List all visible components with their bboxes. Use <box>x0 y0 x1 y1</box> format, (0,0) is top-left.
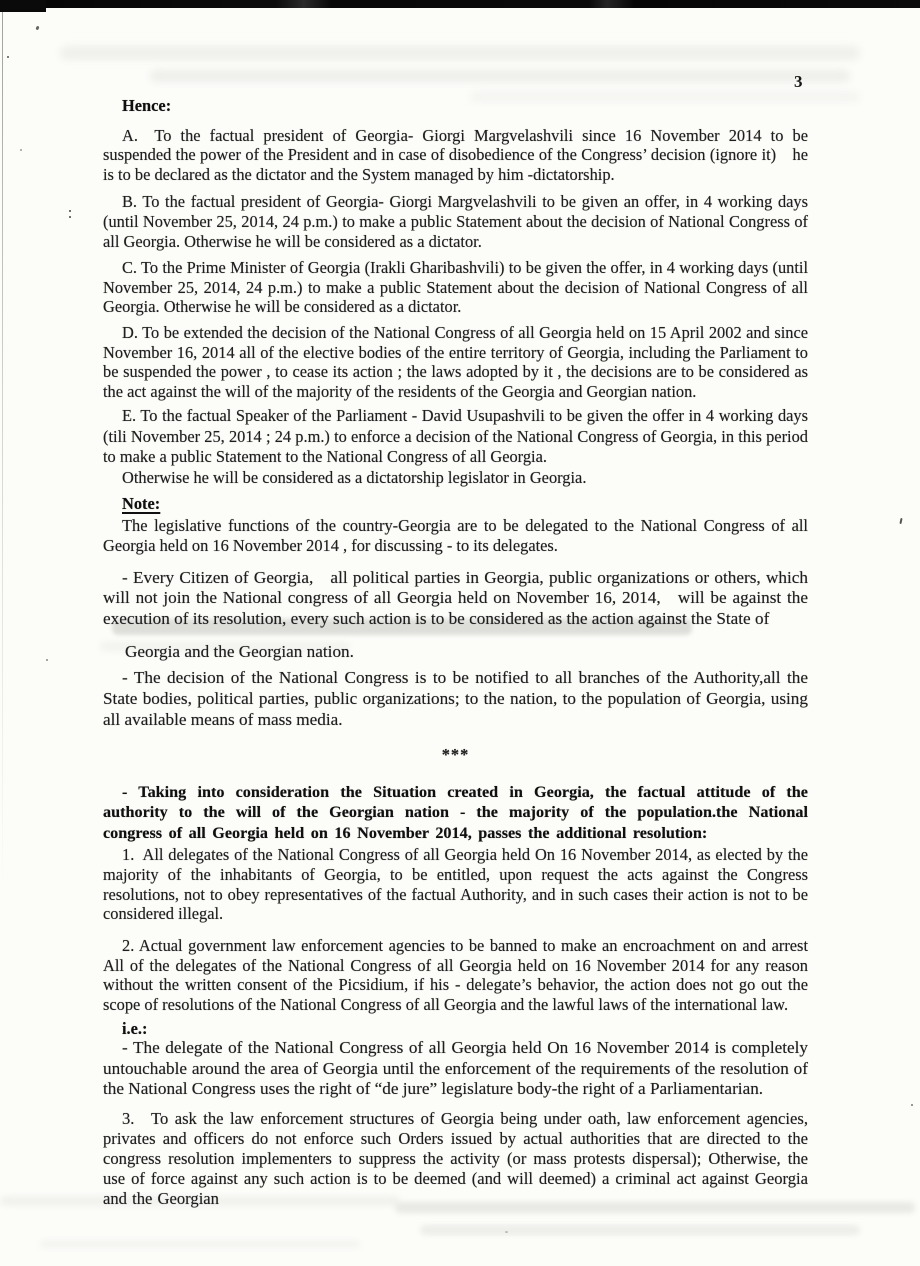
section-separator-stars: *** <box>441 745 470 764</box>
scan-noise-streak <box>40 1240 360 1248</box>
paragraph-decision-notified: - The decision of the National Congress is to be notified to all branches of the Authority,all the State bodies, political parties, public organizations; to the nation, to the population of Georgia, using all available means of mass media. <box>103 668 808 729</box>
paragraph-item-c: C. To the Prime Minister of Georgia (Irakli Gharibashvili) to be given the offer, in 4 working days (until November 25, 2014, 24 p.m.) to make a public Statement about the decision of National Congress of all Georgia. Otherwise he will be considered as a dictator. <box>103 258 808 317</box>
scan-speck <box>46 659 48 661</box>
scan-speck <box>69 216 71 218</box>
scan-noise-streak <box>420 1225 860 1235</box>
scan-speck <box>69 210 71 212</box>
paragraph-item-d: D. To be extended the decision of the National Congress of all Georgia held on 15 April 2002 and since November 16, 2014 all of the elective bodies of the entire territory of Georgia, including the Parliament to be suspended the power , to cease its action ; the laws adopted by it , the decisions are to be considered as the act against the will of the majority of the residents of the Georgia and Georgian nation. <box>103 322 808 401</box>
paragraph-additional-resolution: - Taking into consideration the Situation created in Georgia, the factual attitude of the authority to the will of the Georgian nation - the majority of the population.the National congress of all Georgia held on 16 November 2014, passes the additional resolution: <box>103 782 808 842</box>
heading-ie: i.e.: <box>122 1018 148 1038</box>
paragraph-delegate-untouchable: - The delegate of the National Congress of all Georgia held On 16 November 2014 is completely untouchable around the area of Georgia until the enforcement of the requirements of the resolution of the National Congress uses the right of “de jure” legislature body-the right of a Parliamentarian. <box>103 1038 808 1099</box>
scan-speck <box>505 1231 508 1233</box>
paragraph-note-body: The legislative functions of the country-Georgia are to be delegated to the National Congress of all Georgia held on 16 November 2014 , for discussing - to its delegates. <box>103 515 808 556</box>
paragraph-item-1: 1. All delegates of the National Congress of all Georgia held On 16 November 2014, as elected by the majority of the inhabitants of Georgia, to be entitled, upon request the acts against the Congress resolutions, not to obey representatives of the factual Authority, and in such cases their action is not to be considered illegal. <box>103 845 808 924</box>
paragraph-item-e-otherwise: Otherwise he will be considered as a dictatorship legislator in Georgia. <box>122 467 587 487</box>
paragraph-item-b: B. To the factual president of Georgia- Giorgi Margvelashvili to be given an offer, in 4 working days (until November 25, 2014, 24 p.m.) to make a public Statement about the decision of National Congress of all Georgia. Otherwise he will be considered as a dictator. <box>103 192 808 251</box>
paragraph-every-citizen: - Every Citizen of Georgia, all political parties in Georgia, public organizations or others, which will not join the National congress of all Georgia held on November 16, 2014, will be against the execution of its resolution, every such action is to be considered as the action against the State of <box>103 567 808 628</box>
line-georgia-nation: Georgia and the Georgian nation. <box>125 642 354 662</box>
paragraph-item-e: E. To the factual Speaker of the Parliament - David Usupashvili to be given the offer in 4 working days (tili November 25, 2014 ; 24 p.m.) to enforce a decision of the National Congress of Georgia, in this period to make a public Statement to the National Congress of all Georgia. <box>103 406 808 467</box>
document-body <box>103 0 808 1209</box>
scan-speck <box>7 56 9 58</box>
paragraph-item-3: 3. To ask the law enforcement structures of Georgia being under oath, law enforcement agencies, privates and officers do not enforce such Orders issued by actual authorities that are directed to the congress resolution implementers to suppress the activity (or mass protests dispersal); Otherwise, the use of force against any such action is to be deemed (and will deemed) a criminal act against Georgia and the Georgian <box>103 1108 808 1208</box>
scan-speck <box>911 1104 913 1106</box>
paragraph-item-2: 2. Actual government law enforcement agencies to be banned to make an encroachment on and arrest All of the delegates of the National Congress of all Georgia held on 16 November 2014 for any reason without the written consent of the Picsidium, if his - delegate’s behavior, the action does not go out the scope of resolutions of the National Congress of all Georgia and the lawful laws of the international law. <box>103 935 808 1015</box>
scan-artifact-top-bar <box>0 0 920 8</box>
heading-note: Note: <box>122 494 161 514</box>
scan-speck <box>35 26 39 31</box>
paragraph-item-a: A. To the factual president of Georgia- Giorgi Margvelashvili since 16 November 2014 to be suspended the power of the President and in case of disobedience of the Congress’ decision (ignore it) he is to be declared as the dictator and the System managed by him -dictatorship. <box>103 125 808 184</box>
page-number: 3 <box>794 72 803 91</box>
scan-speck <box>20 149 22 151</box>
heading-hence: Hence: <box>122 96 172 115</box>
scan-artifact-left-edge-line <box>2 8 3 888</box>
scan-speck <box>899 518 902 524</box>
scan-artifact-top-bar-corner <box>0 0 46 12</box>
